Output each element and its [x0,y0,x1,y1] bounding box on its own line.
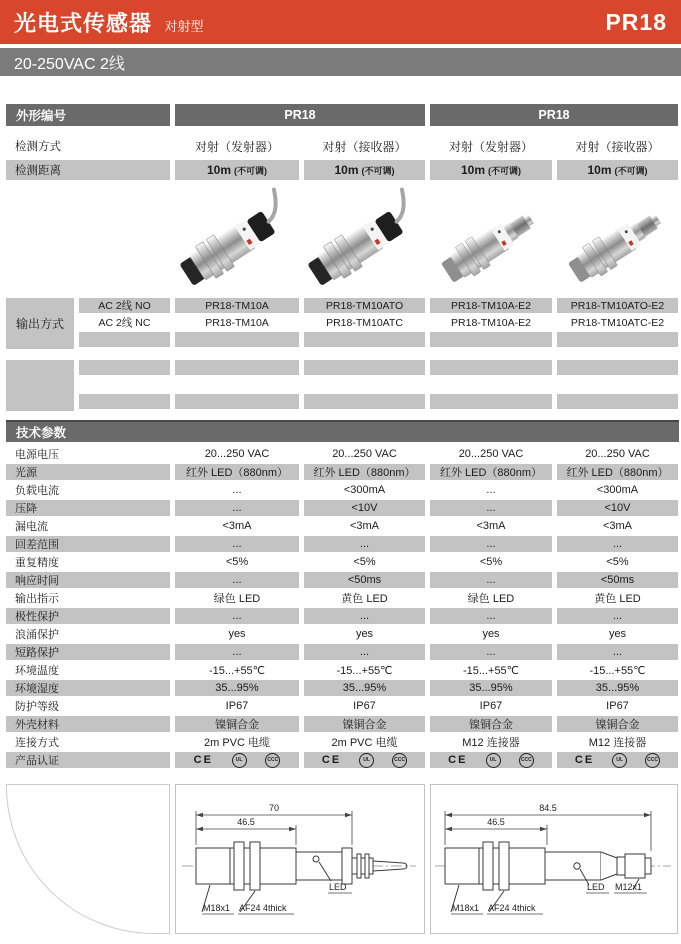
page-subtitle: 对射型 [164,18,204,34]
spec-row [6,608,679,624]
sensor-photo-cable-icon [303,185,427,293]
page-title: 光电式传感器 [14,10,153,36]
spec-row [6,734,679,750]
ce-mark-icon: CE [448,754,468,766]
spec-value: <50ms [304,572,425,588]
range-note: (不可调) [361,165,395,176]
led-label: LED [587,882,605,892]
spec-value: 镍铜合金 [304,716,425,732]
detection-mode-value: 对射（发射器） [448,139,533,154]
model-number-cell [175,332,299,347]
sensor-photo-connector-icon [429,185,553,293]
model-number-cell [175,394,299,409]
spec-value: IP67 [479,700,503,712]
spec-value: ... [557,536,678,552]
spec-label: 环境温度 [15,665,59,677]
detection-range-value [304,160,425,180]
output-row [79,360,679,375]
thread-label: M18x1 [452,903,480,913]
model-number-cell: PR18-TM10ATO-E2 [557,298,678,313]
product-photo-cable [175,185,299,293]
group-header-1: PR18 [175,104,425,126]
certification-cell [175,752,299,768]
spec-value: <300mA [343,484,386,496]
output-type-cell [79,360,170,375]
spec-value: -15...+55℃ [589,664,646,677]
detection-range-row [6,160,679,180]
spec-value: <5% [606,556,629,568]
detection-mode-value: 对射（接收器） [575,139,660,154]
spec-value: 20...250 VAC [204,448,270,460]
output-row [79,377,679,392]
range-main: 10m [587,163,612,177]
spec-value: ... [430,572,552,588]
sensor-photo-connector-icon [556,185,680,293]
spec-label: 负载电流 [15,485,59,497]
spec-value: 2m PVC 电缆 [331,737,398,749]
spec-value: <50ms [557,572,678,588]
spec-value: IP67 [225,700,249,712]
spec-value: ... [304,536,425,552]
product-photo-connector [556,185,680,293]
spec-value: ... [175,572,299,588]
page-header [0,0,681,44]
group-header-2: PR18 [430,104,678,126]
ul-mark-icon: UL [232,753,247,768]
model-number-cell: PR18-TM10ATC-E2 [570,316,665,329]
output-type-cell [79,377,170,392]
tech-specs-body [6,446,679,768]
spec-value: <5% [479,556,503,568]
spec-value: 35...95% [430,680,552,696]
model-number-cell [557,360,678,375]
range-note: (不可调) [234,165,268,176]
model-number-cell [304,332,425,347]
spec-value: yes [355,628,374,640]
model-number-cell: PR18-TM10ATO [304,298,425,313]
spec-value: ... [175,536,299,552]
spec-row [6,500,679,516]
spec-value: 红外 LED（880nm） [557,464,678,480]
model-number-cell [430,360,552,375]
ce-mark-icon: CE [574,754,595,766]
output-row [79,332,679,347]
spec-label: 输出指示 [15,593,59,605]
output-row [79,298,679,313]
detection-mode-value: 对射（发射器） [194,139,279,154]
spec-value: 红外 LED（880nm） [304,464,425,480]
output-type-cell [79,332,170,347]
spec-value: <5% [225,556,249,568]
spec-value: yes [608,628,627,640]
output-type-cell: AC 2线 NO [79,298,170,313]
model-number-cell [175,360,299,375]
spec-value: 2m PVC 电缆 [203,737,270,749]
spec-label: 产品认证 [6,752,170,768]
spec-value: <3mA [349,520,380,532]
spec-label: 响应时间 [6,572,170,588]
detection-range-label: 检测距离 [6,160,170,180]
product-photo-cable [303,185,427,293]
spec-value: 35...95% [304,680,425,696]
spec-value: 红外 LED（880nm） [175,464,299,480]
spec-value: ... [175,608,299,624]
spec-label: 重复精度 [15,557,59,569]
spec-value: ... [175,500,299,516]
spec-row [6,482,679,498]
output-method-label: 输出方式 [6,298,74,349]
spec-value: 20...250 VAC [332,448,397,460]
spec-row [6,680,679,696]
spec-row [6,590,679,606]
range-note: (不可调) [614,165,648,176]
model-badge: PR18 [605,8,667,35]
spec-value: <5% [353,556,376,568]
spec-value: 35...95% [557,680,678,696]
certification-cell [304,752,425,768]
ul-mark-icon: UL [612,753,627,768]
certification-cell [430,752,552,768]
model-number-cell: PR18-TM10ATC [326,316,403,329]
spec-label: 连接方式 [15,737,59,749]
range-main: 10m [460,163,486,177]
spec-value: ... [557,608,678,624]
range-main: 10m [206,163,232,177]
spec-label: 光源 [6,464,170,480]
model-number-cell [430,332,552,347]
spec-value: ... [304,608,425,624]
spec-value: yes [228,628,246,640]
spec-value: 35...95% [175,680,299,696]
spec-label: 漏电流 [15,521,48,533]
model-number-cell [557,377,678,392]
spec-value: 20...250 VAC [585,448,650,460]
output-row [79,394,679,409]
spec-label: 浪涌保护 [15,629,59,641]
spec-label: 电源电压 [15,449,59,461]
detection-range-value [557,160,678,180]
spec-value: ... [430,536,552,552]
led-label: LED [329,882,347,892]
model-number-cell [304,377,425,392]
spec-row [6,626,679,642]
spec-value: ... [232,484,242,496]
model-number-cell: PR18-TM10A-E2 [430,298,552,313]
spec-value: ... [430,644,552,660]
spec-value: ... [557,644,678,660]
series-bar: 20-250VAC 2线 [0,48,681,76]
output-block [6,298,679,349]
spec-value: <3mA [602,520,633,532]
detection-range-value [175,160,299,180]
spec-value: 黄色 LED [594,593,641,605]
product-photos-row [6,183,679,295]
spec-row [6,464,679,480]
model-number-cell [304,360,425,375]
spec-row [6,752,679,768]
spec-row [6,554,679,570]
dim-partial-label: 46.5 [237,817,255,827]
spec-value: 镍铜合金 [430,716,552,732]
drawing-box-cable [175,784,425,934]
dim-total-label: 84.5 [539,803,557,813]
ce-mark-icon: CE [321,754,342,766]
model-number-cell [557,394,678,409]
spec-value: ... [430,608,552,624]
spec-value: 黄色 LED [341,593,388,605]
dimension-drawings [6,784,679,934]
ccc-mark-icon: CCC [519,753,534,768]
tech-specs-header: 技术参数 [6,420,679,442]
spec-value: <10V [304,500,425,516]
certification-cell [557,752,678,768]
detection-mode-label: 检测方式 [15,141,61,153]
spec-row [6,446,679,462]
spec-value: ... [486,484,496,496]
model-number-cell [557,332,678,347]
output-type-cell: AC 2线 NC [98,317,151,329]
model-number-cell: PR18-TM10A [205,316,269,329]
dimension-drawing-connector [431,785,677,933]
ccc-mark-icon: CCC [392,753,407,768]
spec-value: <300mA [596,484,639,496]
spec-value: <10V [557,500,678,516]
spec-value: M12 连接器 [588,737,647,749]
output-type-cell [79,394,170,409]
model-number-cell [175,377,299,392]
ccc-mark-icon: CCC [265,753,280,768]
model-number-cell: PR18-TM10A [175,298,299,313]
output-rows [79,298,679,349]
spec-label: 回差范围 [6,536,170,552]
spec-row [6,644,679,660]
ce-mark-icon: CE [193,754,213,766]
connector-label: M12x1 [615,882,643,892]
spec-value: -15...+55℃ [336,664,393,677]
detection-range-value [430,160,552,180]
spec-value: <3mA [476,520,506,532]
output-rows [79,360,679,411]
selection-body [6,133,679,411]
dimension-drawing-cable [176,785,424,933]
spec-value: IP67 [353,700,376,712]
sensor-photo-cable-icon [175,185,299,293]
product-photo-connector [429,185,553,293]
spec-value: <3mA [222,520,252,532]
ul-mark-icon: UL [359,753,374,768]
range-main: 10m [334,163,359,177]
title-group [14,7,203,38]
spec-value: 镍铜合金 [175,716,299,732]
spec-value: 镍铜合金 [557,716,678,732]
detection-mode-row [6,133,679,159]
spec-row [6,716,679,732]
thread-label: M18x1 [203,903,231,913]
selection-table [0,76,681,934]
detection-mode-value: 对射（接收器） [322,139,407,154]
output-block-extra [6,360,679,411]
spec-value: yes [482,628,500,640]
spec-value: 绿色 LED [467,593,515,605]
spec-value: IP67 [606,700,629,712]
spec-label: 极性保护 [6,608,170,624]
spec-row [6,536,679,552]
table-header-row [6,104,679,126]
decorative-rounded-box [6,784,170,934]
spec-value: 20...250 VAC [458,448,524,460]
dim-total-label: 70 [268,803,280,813]
output-method-label [6,360,74,411]
dim-partial-label: 46.5 [487,817,505,827]
spec-row [6,662,679,678]
spec-value: ... [175,644,299,660]
shape-code-header: 外形编号 [6,104,170,126]
spec-value: ... [430,500,552,516]
spec-value: 红外 LED（880nm） [430,464,552,480]
output-row [79,315,679,330]
spec-label: 外壳材料 [6,716,170,732]
drawing-box-connector [430,784,678,934]
model-number-cell [304,394,425,409]
spec-label: 环境湿度 [6,680,170,696]
spec-value: ... [304,644,425,660]
model-number-cell: PR18-TM10A-E2 [451,316,531,329]
spec-value: -15...+55℃ [208,664,266,677]
spec-row [6,572,679,588]
spec-value: M12 连接器 [462,737,520,749]
model-number-cell [430,394,552,409]
spec-value: 绿色 LED [213,593,261,605]
spec-row [6,698,679,714]
ccc-mark-icon: CCC [645,753,660,768]
range-note: (不可调) [488,165,522,176]
nut-label: AF24 4thick [239,903,287,913]
spec-label: 压降 [6,500,170,516]
spec-label: 防护等级 [15,701,59,713]
nut-label: AF24 4thick [488,903,536,913]
ul-mark-icon: UL [486,753,501,768]
model-number-cell [430,377,552,392]
spec-row [6,518,679,534]
spec-label: 短路保护 [6,644,170,660]
spec-value: -15...+55℃ [462,664,520,677]
